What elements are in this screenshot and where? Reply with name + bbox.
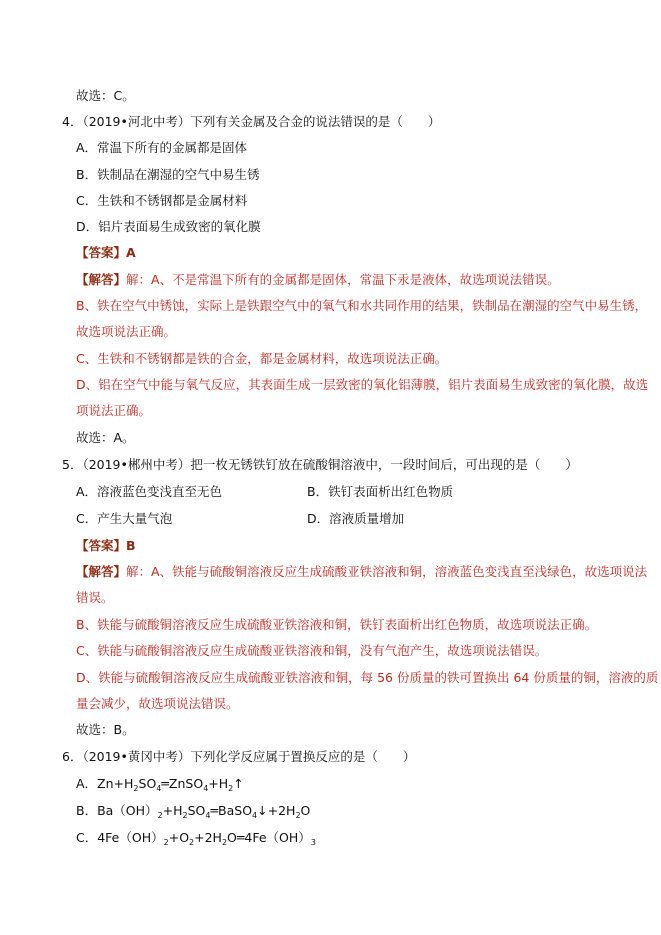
q4-analysis-line-5: D、铝在空气中能与氧气反应，其表面生成一层致密的氧化铝薄膜，铝片表面易生成致密的氧化膜，故选 <box>76 377 649 392</box>
q6a-prefix: A．Zn+H <box>76 776 134 791</box>
q6a-end: ↑ <box>233 776 244 791</box>
q4-analysis-line-4: C、生铁和不锈钢都是铁的合金，都是金属材料，故选项说法正确。 <box>76 351 448 366</box>
q5-option-c: C．产生大量气泡 <box>76 511 173 526</box>
q4-option-d: D．铝片表面易生成致密的氧化膜 <box>76 219 261 234</box>
q5-stem: 5．（2019•郴州中考）把一枚无锈铁钉放在硫酸铜溶液中，一段时间后，可出现的是（ ） <box>62 457 578 472</box>
q4-option-b: B．铁制品在潮湿的空气中易生锈 <box>76 167 260 182</box>
q4-analysis-line-2: B、铁在空气中锈蚀，实际上是铁跟空气中的氧气和水共同作用的结果，铁制品在潮湿的空气中易生锈， <box>76 298 648 313</box>
q6b-sub-3: 4 <box>205 811 211 820</box>
q6c-mid-3: O═4Fe（OH） <box>227 830 311 845</box>
q6c-sub-3: 2 <box>221 838 228 847</box>
q5-option-b: B．铁钉表面析出红色物质 <box>307 484 454 499</box>
q6a-sub-2: 4 <box>156 784 162 793</box>
q6c-sub-2: 2 <box>189 838 195 847</box>
q6b-tail: O <box>300 803 311 818</box>
q4-stem: 4．（2019•河北中考）下列有关金属及合金的说法错误的是（ ） <box>62 114 441 129</box>
q6b-mid-2: SO <box>187 803 206 818</box>
q6b-mid-1: +H <box>162 803 183 818</box>
q4-option-c: C．生铁和不锈钢都是金属材料 <box>76 193 248 208</box>
q6b-sub-5: 2 <box>295 811 301 820</box>
q6b-sub-1: 2 <box>157 811 163 820</box>
q6b-mid-3: ═BaSO <box>210 803 253 818</box>
q5-analysis-line-3: B、铁能与硫酸铜溶液反应生成硫酸亚铁溶液和铜，铁钉表面析出红色物质，故选项说法正确。 <box>76 617 598 632</box>
q5-conclusion: 故选：B。 <box>76 722 135 737</box>
q6a-mid-1: SO <box>138 776 157 791</box>
q4-conclusion: 故选：A。 <box>76 430 135 445</box>
q4-analysis-line-1 <box>76 272 560 288</box>
q4-analysis-label: 【解答】 <box>76 272 127 287</box>
q6a-mid-3: +H <box>208 776 229 791</box>
q6a-sub-3: 4 <box>203 784 209 793</box>
q5-option-d: D．溶液质量增加 <box>307 511 405 526</box>
q5-analysis-label: 【解答】 <box>76 564 127 579</box>
q5-option-a: A．溶液蓝色变浅直至无色 <box>76 484 223 499</box>
q4-analysis-line-6: 项说法正确。 <box>76 403 152 418</box>
q6b-prefix: B．Ba（OH） <box>76 803 158 818</box>
q6b-sub-4: 4 <box>252 811 258 820</box>
q4-analysis-text-1: 解：A、不是常温下所有的金属都是固体，常温下汞是液体，故选项说法错误。 <box>126 272 560 287</box>
q6c-prefix: C．4Fe（OH） <box>76 830 164 845</box>
q6-option-b <box>76 803 310 819</box>
q5-analysis-text-1: 解：A、铁能与硫酸铜溶液反应生成硫酸亚铁溶液和铜，溶液蓝色变浅直至浅绿色，故选项说法 <box>126 564 648 579</box>
q4-analysis-line-3: 故选项说法正确。 <box>76 324 177 339</box>
q6-option-c <box>76 830 316 846</box>
q6b-end: ↓+2H <box>257 803 296 818</box>
q6a-mid-2: ═ZnSO <box>161 776 204 791</box>
q5-answer: 【答案】B <box>76 538 136 553</box>
q6c-sub-1: 2 <box>163 838 169 847</box>
q4-option-a: A．常温下所有的金属都是固体 <box>76 140 248 155</box>
q5-analysis-line-5: D、铁能与硫酸铜溶液反应生成硫酸亚铁溶液和铜，每 56 份质量的铁可置换出 64 份质量的铜，溶液的质 <box>76 670 659 685</box>
q5-analysis-line-2: 错误。 <box>76 590 114 605</box>
q5-analysis-line-1 <box>76 564 647 580</box>
q6-option-a <box>76 776 244 792</box>
q5-analysis-line-4: C、铁能与硫酸铜溶液反应生成硫酸亚铁溶液和铜，没有气泡产生，故选项说法错误。 <box>76 643 548 658</box>
q6c-mid-2: +2H <box>194 830 222 845</box>
q6c-sub-4: 3 <box>310 838 316 847</box>
q3-conclusion: 故选：C。 <box>76 88 135 103</box>
q4-answer: 【答案】A <box>76 245 136 260</box>
q6b-sub-2: 2 <box>182 811 188 820</box>
q6a-sub-1: 2 <box>133 784 139 793</box>
q6c-mid-1: +O <box>168 830 190 845</box>
q6a-sub-4: 2 <box>228 784 234 793</box>
q5-analysis-line-6: 量会减少，故选项说法错误。 <box>76 696 239 711</box>
q6-stem: 6．（2019•黄冈中考）下列化学反应属于置换反应的是（ ） <box>62 749 416 764</box>
